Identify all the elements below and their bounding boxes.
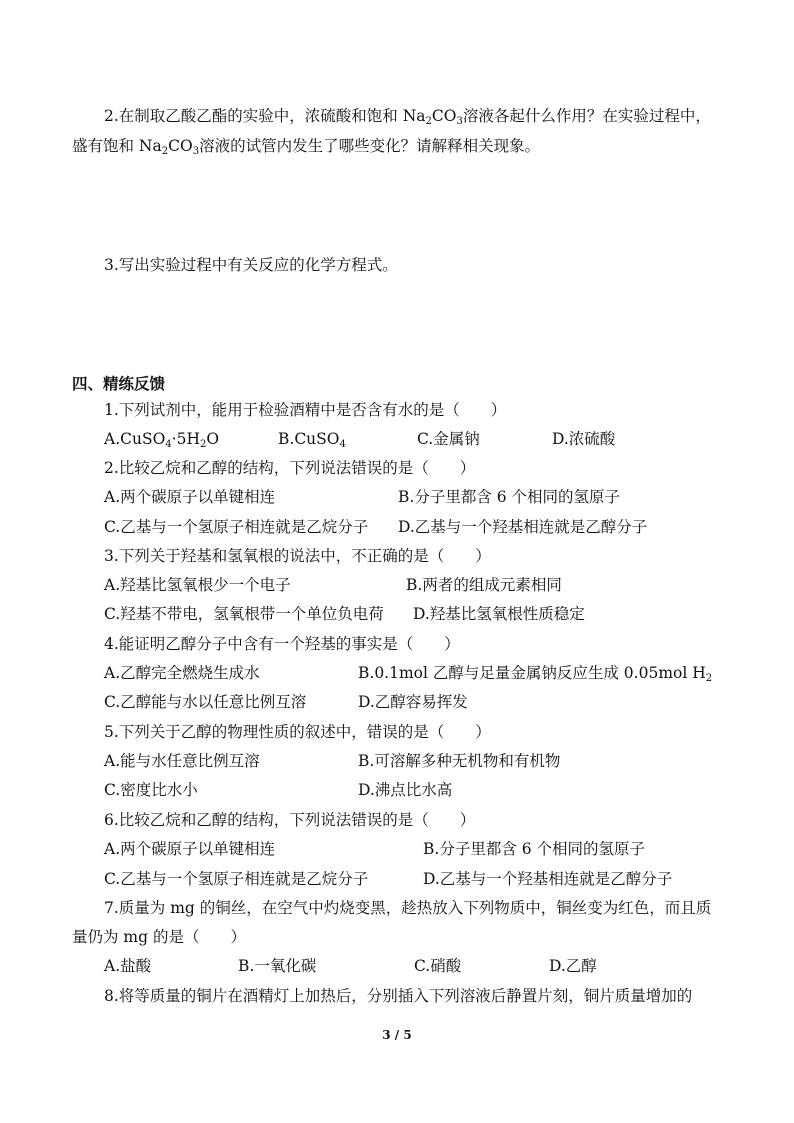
question-6-option-a: A.两个碳原子以单键相连: [104, 840, 276, 858]
question-6-option-c: C.乙基与一个氢原子相连就是乙烷分子: [104, 870, 369, 888]
question-5-option-d: D.沸点比水高: [358, 781, 453, 799]
question-6-stem: 6.比较乙烷和乙醇的结构，下列说法错误的是（ ）: [104, 811, 476, 829]
question-4-stem: 4.能证明乙醇分子中含有一个羟基的事实是（ ）: [104, 635, 460, 653]
question-7-option-b: B.一氧化碳: [238, 957, 317, 975]
question-5-stem: 5.下列关于乙醇的物理性质的叙述中，错误的是（ ）: [104, 723, 491, 741]
section-title: 四、精练反馈: [72, 375, 166, 393]
q3-line: 3.写出实验过程中有关反应的化学方程式。: [104, 256, 398, 274]
question-2-option-d: D.乙基与一个羟基相连就是乙醇分子: [398, 518, 648, 536]
question-7-option-c: C.硝酸: [414, 957, 462, 975]
question-2-option-b: B.分子里都含 6 个相同的氢原子: [398, 488, 621, 506]
question-7-stem-line-1: 7.质量为 mg 的铜丝，在空气中灼烧变黑，趁热放入下列物质中，铜丝变为红色，而且质: [104, 899, 712, 917]
question-1-option-c: C.金属钠: [417, 430, 480, 448]
question-3-option-d: D.羟基比氢氧根性质稳定: [413, 605, 585, 623]
question-3-option-c: C.羟基不带电，氢氧根带一个单位负电荷: [104, 605, 384, 623]
question-1-stem: 1.下列试剂中，能用于检验酒精中是否含有水的是（ ）: [104, 401, 507, 419]
question-3-option-a: A.羟基比氢氧根少一个电子: [104, 576, 291, 594]
question-5-option-b: B.可溶解多种无机物和有机物: [358, 752, 561, 770]
question-2-option-a: A.两个碳原子以单键相连: [104, 488, 276, 506]
q2-line-1: 2.在制取乙酸乙酯的实验中，浓硫酸和饱和 $Na_2CO_3$溶液各起什么作用？在实验过程中，: [104, 107, 711, 127]
question-6-option-d: D.乙基与一个羟基相连就是乙醇分子: [423, 870, 673, 888]
question-5-option-c: C.密度比水小: [104, 781, 198, 799]
question-4-option-d: D.乙醇容易挥发: [358, 693, 468, 711]
question-2-stem: 2.比较乙烷和乙醇的结构，下列说法错误的是（ ）: [104, 459, 476, 477]
question-4-option-c: C.乙醇能与水以任意比例互溶: [104, 693, 307, 711]
question-8-stem: 8.将等质量的铜片在酒精灯上加热后，分别插入下列溶液后静置片刻，铜片质量增加的: [104, 987, 693, 1005]
question-3-stem: 3.下列关于羟基和氢氧根的说法中，不正确的是（ ）: [104, 547, 491, 565]
question-7-stem-line-2: 量仍为 mg 的是（ ）: [72, 928, 246, 946]
question-5-option-a: A.能与水任意比例互溶: [104, 752, 260, 770]
question-6-option-b: B.分子里都含 6 个相同的氢原子: [423, 840, 646, 858]
question-7-option-a: A.盐酸: [104, 957, 152, 975]
question-7-option-d: D.乙醇: [549, 957, 597, 975]
question-4-option-b: B.0.1mol 乙醇与足量金属钠反应生成 0.05mol $H_2$: [358, 664, 713, 684]
question-1-option-b: B.CuSO$_4$: [278, 430, 346, 450]
question-4-option-a: A.乙醇完全燃烧生成水: [104, 664, 260, 682]
question-1-option-a: $A.CuSO_4\cdot 5H_2O$: [104, 430, 220, 450]
question-2-option-c: C.乙基与一个氢原子相连就是乙烷分子: [104, 518, 369, 536]
question-3-option-b: B.两者的组成元素相同: [406, 576, 562, 594]
page-number: 3 / 5: [382, 1028, 412, 1042]
question-1-option-d: D.浓硫酸: [552, 430, 616, 448]
q2-line-2: 盛有饱和 $Na_2CO_3$溶液的试管内发生了哪些变化？请解释相关现象。: [72, 137, 541, 157]
